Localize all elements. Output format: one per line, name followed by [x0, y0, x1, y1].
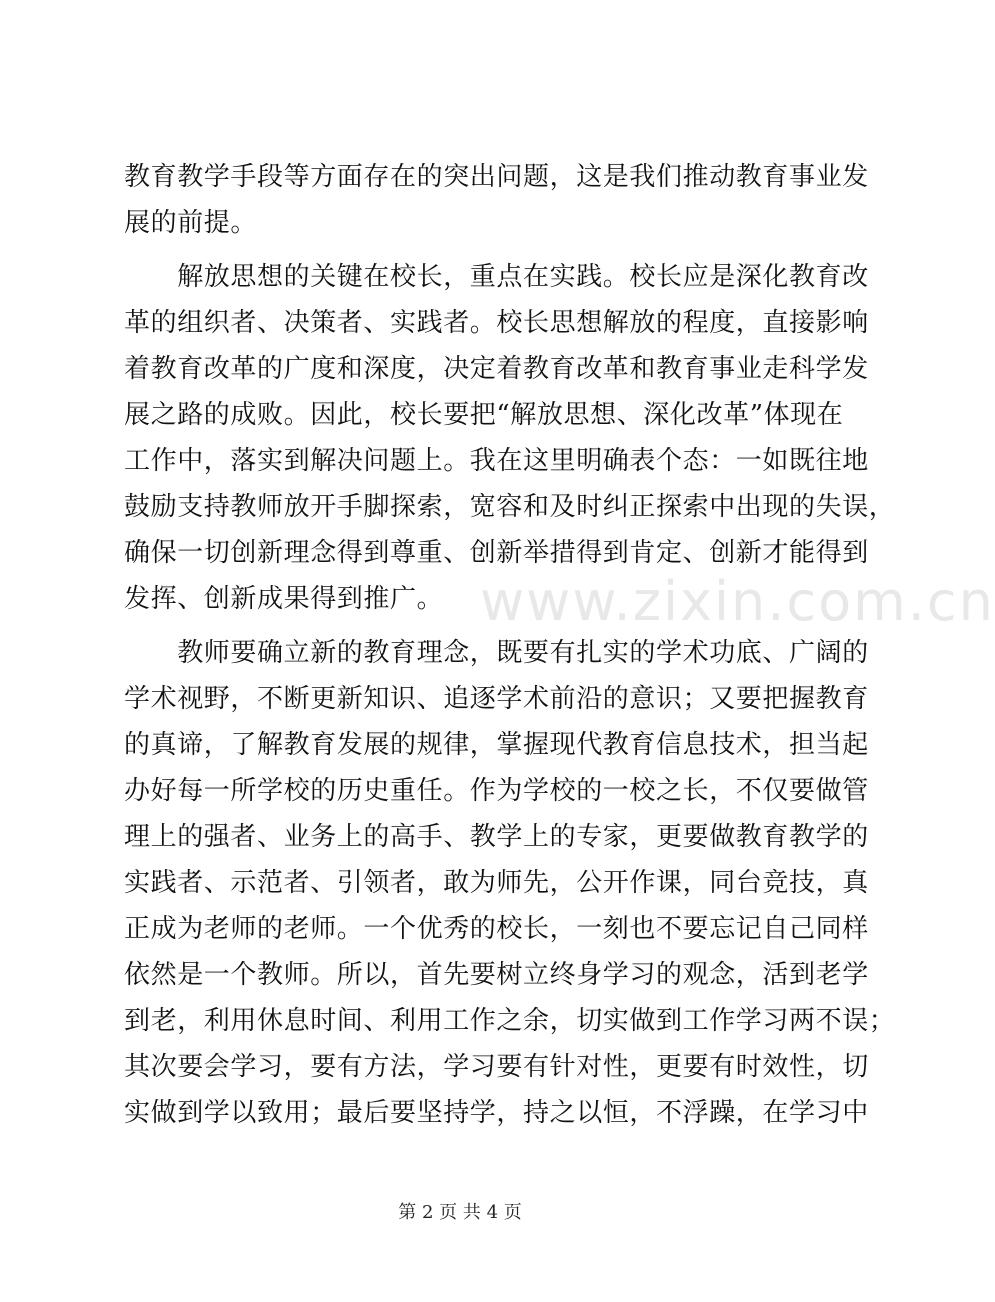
- text-line: 办好每一所学校的历史重任。作为学校的一校之长，不仅要做管: [124, 776, 869, 806]
- text-line: 到老，利用休息时间、利用工作之余，切实做到工作学习两不误；: [124, 1006, 896, 1036]
- text-line: 正成为老师的老师。一个优秀的校长，一刻也不要忘记自己同样: [124, 914, 869, 944]
- text-line: 展之路的成败。因此，校长要把“解放思想、深化改革”体现在: [124, 400, 844, 430]
- text-line: 实做到学以致用；最后要坚持学，持之以恒，不浮躁，在学习中: [124, 1098, 869, 1128]
- text-line: 依然是一个教师。所以，首先要树立终身学习的观念，活到老学: [124, 960, 869, 990]
- text-line: 解放思想的关键在校长，重点在实践。校长应是深化教育改: [124, 262, 869, 292]
- text-line: 确保一切创新理念得到尊重、创新举措得到肯定、创新才能得到: [124, 538, 869, 568]
- text-line: 的真谛，了解教育发展的规律，掌握现代教育信息技术，担当起: [124, 730, 869, 760]
- paragraph-gap: [124, 622, 808, 630]
- text-line: 理上的强者、业务上的高手、教学上的专家，更要做教育教学的: [124, 822, 869, 852]
- text-line: 教育教学手段等方面存在的突出问题，这是我们推动教育事业发: [124, 162, 869, 192]
- text-line: 展的前提。: [124, 208, 258, 238]
- paragraph-2: [124, 254, 896, 622]
- paragraph-gap: [124, 246, 808, 254]
- page-footer: 第 2 页 共 4 页: [398, 1202, 522, 1223]
- text-line: 着教育改革的广度和深度，决定着教育改革和教育事业走科学发: [124, 354, 869, 384]
- text-line: 工作中，落实到解决问题上。我在这里明确表个态：一如既往地: [124, 446, 869, 476]
- body-text: [124, 154, 896, 1136]
- paragraph-1: [124, 154, 869, 246]
- paragraph-3: [124, 630, 896, 1136]
- text-line: 其次要会学习，要有方法，学习要有针对性，更要有时效性，切: [124, 1052, 869, 1082]
- text-line: 教师要确立新的教育理念，既要有扎实的学术功底、广阔的: [124, 638, 869, 668]
- watermark: www.zixin.com.cn: [480, 570, 995, 633]
- text-line: 革的组织者、决策者、实践者。校长思想解放的程度，直接影响: [124, 308, 869, 338]
- text-line: 实践者、示范者、引领者，敢为师先，公开作课，同台竞技，真: [124, 868, 869, 898]
- text-line: 发挥、创新成果得到推广。: [124, 584, 444, 614]
- text-line: 学术视野，不断更新知识、追逐学术前沿的意识；又要把握教育: [124, 684, 869, 714]
- text-line: 鼓励支持教师放开手脚探索，宽容和及时纠正探索中出现的失误，: [124, 492, 896, 522]
